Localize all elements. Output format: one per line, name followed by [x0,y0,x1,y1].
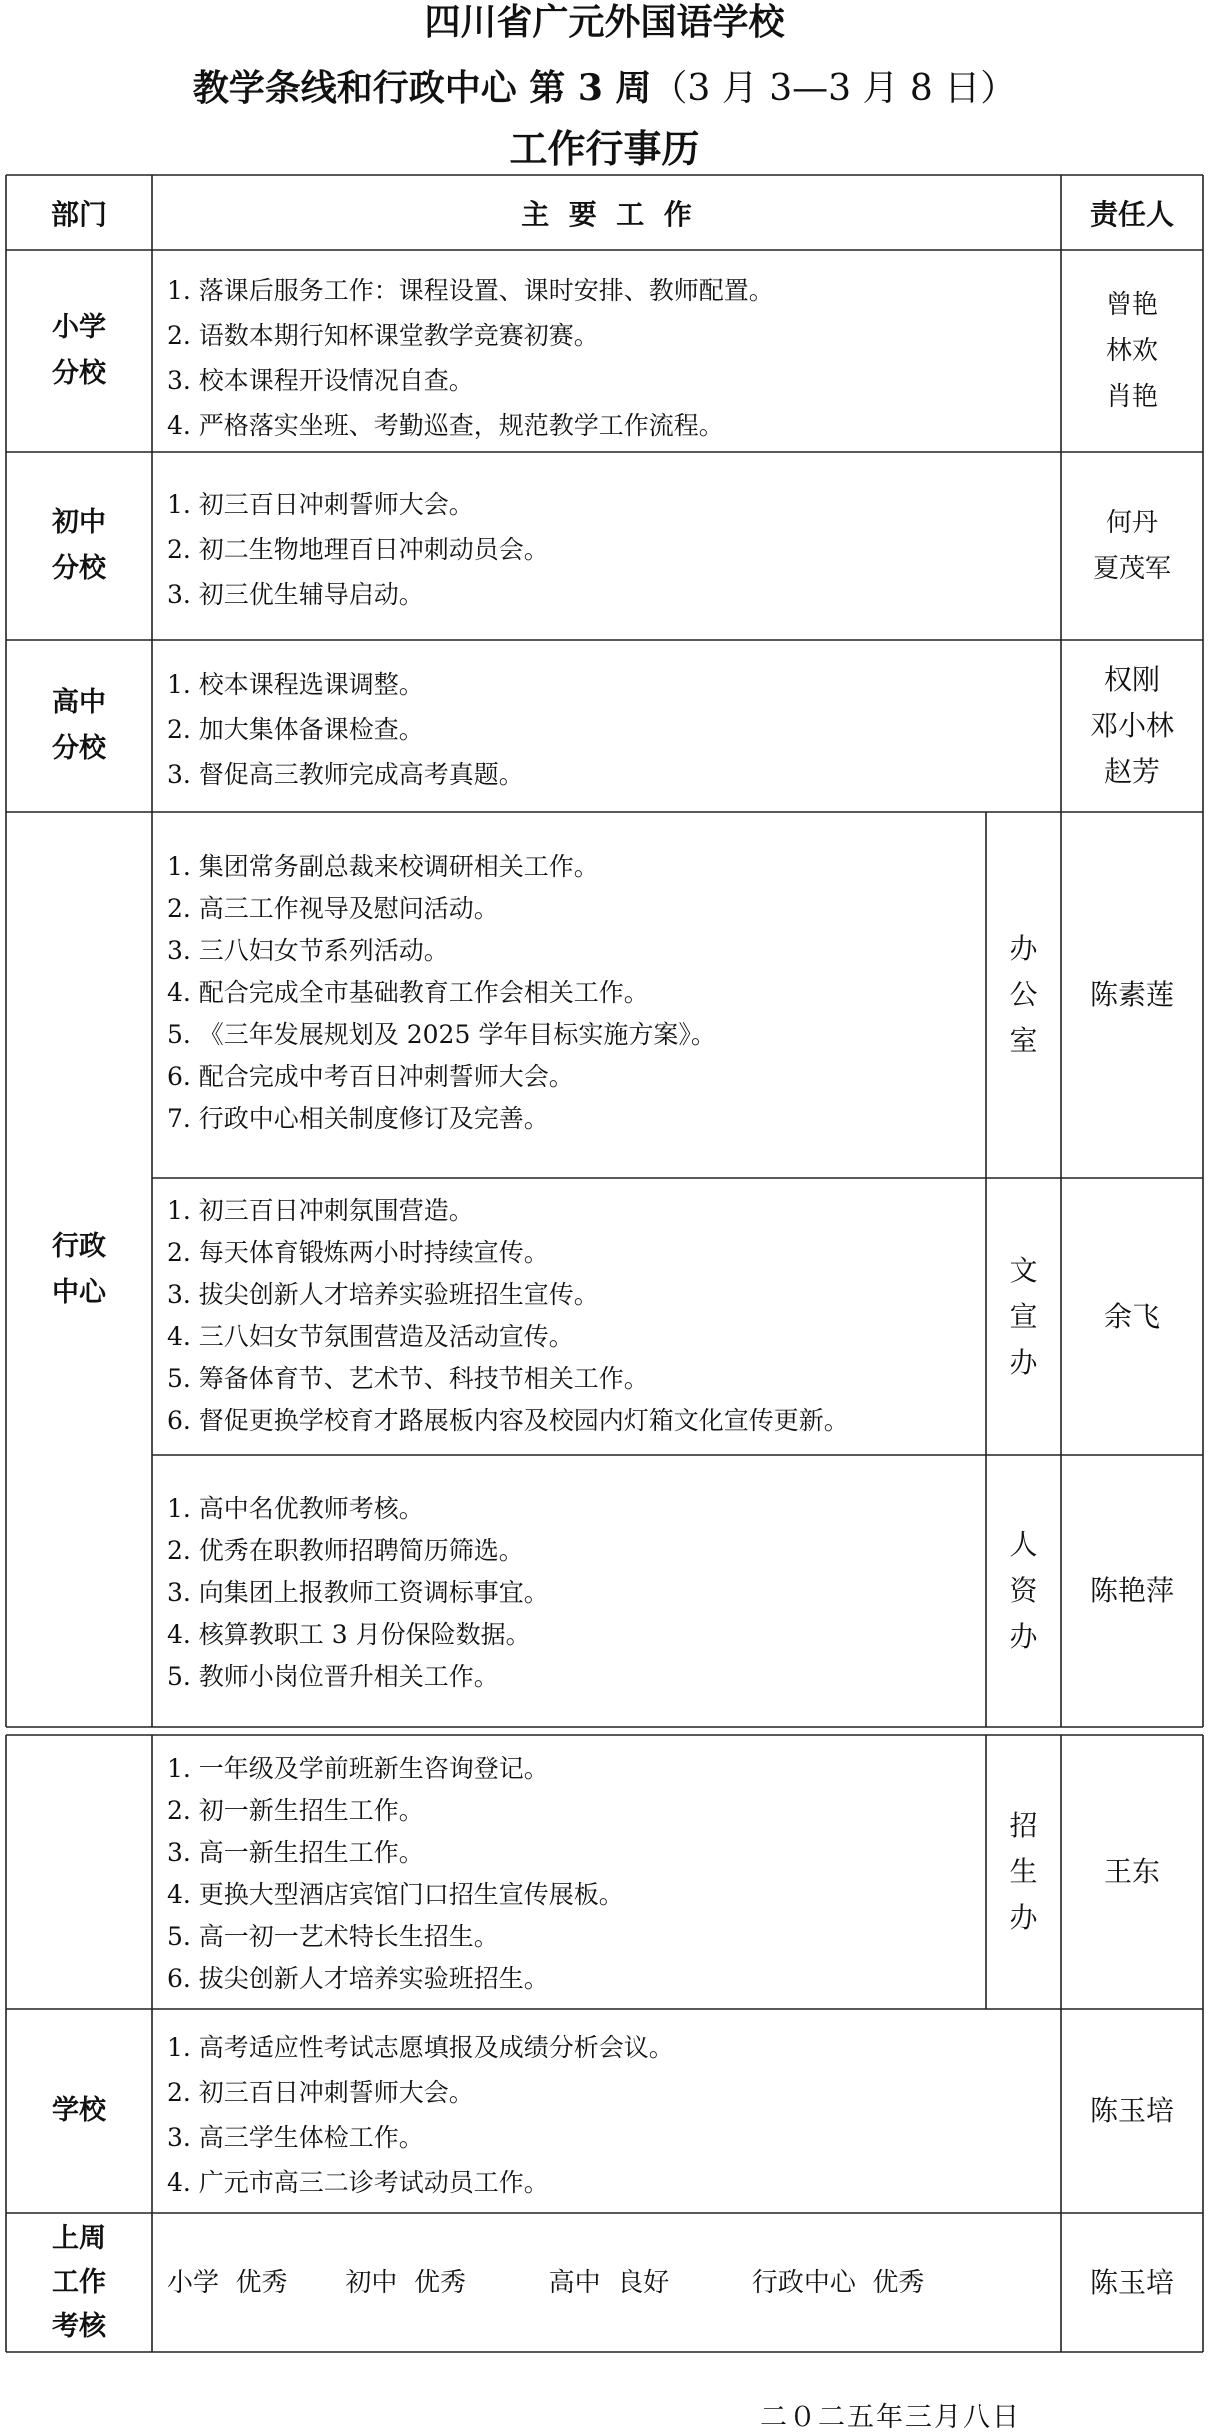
office-task-list [167,846,716,1140]
list-item: 2. 语数本期行知杯课堂教学竞赛初赛。 [167,321,599,350]
list-item: 5. 教师小岗位晋升相关工作。 [167,1662,499,1691]
publicity-label-char: 办 [1009,1345,1038,1379]
list-item: 4. 核算教职工 3 月份保险数据。 [167,1620,531,1649]
list-item: 1. 初三百日冲刺誓师大会。 [167,490,474,519]
responsible-name: 肖艳 [1105,382,1158,412]
review-value-junior: 优秀 [413,2268,466,2298]
review-value-senior: 良好 [617,2268,670,2298]
list-item: 6. 配合完成中考百日冲刺誓师大会。 [167,1062,574,1091]
list-item: 5. 筹备体育节、艺术节、科技节相关工作。 [167,1364,649,1393]
list-item: 1. 落课后服务工作：课程设置、课时安排、教师配置。 [167,276,774,305]
admission-task-list [167,1748,624,2000]
dept-junior [6,452,152,640]
responsible-name: 权刚 [1103,663,1160,696]
hr-task-list [167,1488,549,1698]
list-item: 1. 集团常务副总裁来校调研相关工作。 [167,852,599,881]
hr-label-char: 资 [1009,1574,1038,1607]
review-results [167,2263,924,2303]
review-label-admin: 行政中心 [751,2268,856,2298]
review-value-admin: 优秀 [872,2268,925,2298]
dept-junior-line2: 分校 [52,553,106,584]
responsible-name: 邓小林 [1089,709,1174,742]
school-responsible: 陈玉培 [1089,2094,1174,2127]
list-item: 3. 高三学生体检工作。 [167,2123,424,2152]
list-item: 1. 校本课程选课调整。 [167,670,424,699]
list-item: 4. 三八妇女节氛围营造及活动宣传。 [167,1322,574,1351]
list-item: 4. 更换大型酒店宾馆门口招生宣传展板。 [167,1880,624,1909]
review-value-primary: 优秀 [235,2268,288,2298]
responsible-name: 赵芳 [1103,755,1160,788]
subtitle-main: 教学条线和行政中心 第 3 周 [192,67,652,109]
dept-junior-line1: 初中 [52,507,106,538]
hr-responsible: 陈艳萍 [1089,1574,1174,1607]
primary-responsible [1061,250,1203,452]
list-item: 5. 《三年发展规划及 2025 学年目标实施方案》。 [167,1020,716,1049]
hr-label-char: 人 [1009,1528,1038,1561]
review-label-primary: 小学 [167,2268,220,2298]
responsible-name: 夏茂军 [1092,554,1171,584]
hr-label-char: 办 [1009,1620,1038,1653]
junior-task-list [167,482,549,617]
header-work: 主 要 工 作 [521,197,692,231]
review-responsible: 陈玉培 [1089,2265,1174,2299]
admission-label-char: 办 [1009,1901,1038,1934]
list-item: 1. 高考适应性考试志愿填报及成绩分析会议。 [167,2033,674,2062]
list-item: 6. 拔尖创新人才培养实验班招生。 [167,1964,549,1993]
office-label-char: 办 [1009,932,1038,965]
list-item: 3. 督促高三教师完成高考真题。 [167,760,524,789]
dept-review-line2: 工作 [52,2266,106,2298]
dept-primary [6,250,152,452]
list-item: 1. 一年级及学前班新生咨询登记。 [167,1754,549,1783]
dept-admin [6,812,152,1727]
dept-review-line3: 考核 [52,2310,106,2342]
list-item: 3. 三八妇女节系列活动。 [167,936,449,965]
list-item: 2. 初二生物地理百日冲刺动员会。 [167,535,549,564]
office-label-char: 室 [1009,1024,1038,1057]
list-item: 2. 优秀在职教师招聘简历筛选。 [167,1536,524,1565]
list-item: 4. 严格落实坐班、考勤巡查，规范教学工作流程。 [167,411,724,440]
hr-label [986,1455,1061,1727]
admission-label-char: 招 [1009,1809,1038,1842]
review-label-junior: 初中 [345,2268,398,2298]
dept-review-line1: 上周 [52,2222,106,2254]
responsible-name: 何丹 [1105,508,1158,538]
office-label [986,812,1061,1178]
review-label-senior: 高中 [548,2268,601,2298]
list-item: 3. 拔尖创新人才培养实验班招生宣传。 [167,1280,599,1309]
school-title: 四川省广元外国语学校 [424,1,785,43]
list-item: 4. 广元市高三二诊考试动员工作。 [167,2168,549,2197]
list-item: 5. 高一初一艺术特长生招生。 [167,1922,499,1951]
header-dept: 部门 [50,197,107,231]
responsible-name: 曾艳 [1105,290,1158,320]
dept-primary-line1: 小学 [52,312,106,343]
list-item: 3. 向集团上报教师工资调标事宜。 [167,1578,549,1607]
publicity-responsible: 余飞 [1103,1299,1160,1333]
dept-senior-line1: 高中 [52,687,106,718]
list-item: 2. 高三工作视导及慰问活动。 [167,894,499,923]
dept-primary-line2: 分校 [52,358,106,389]
list-item: 6. 督促更换学校育才路展板内容及校园内灯箱文化宣传更新。 [167,1406,849,1435]
list-item: 1. 初三百日冲刺氛围营造。 [167,1196,474,1225]
list-item: 3. 校本课程开设情况自查。 [167,366,474,395]
publicity-label [986,1178,1061,1455]
admission-label-char: 生 [1009,1855,1038,1888]
admission-responsible: 王东 [1103,1855,1160,1888]
responsible-name: 林欢 [1105,336,1158,366]
subtitle-date-range: （3 月 3—3 月 8 日） [651,68,1017,109]
office-responsible: 陈素莲 [1089,978,1174,1011]
dept-admin-line1: 行政 [52,1230,106,1262]
list-item: 3. 高一新生招生工作。 [167,1838,424,1867]
dept-review [6,2213,152,2352]
senior-task-list [167,662,524,797]
dept-senior-line2: 分校 [52,733,106,764]
primary-task-list [167,268,774,448]
schedule-subtitle [0,64,1209,113]
list-item: 2. 初三百日冲刺誓师大会。 [167,2078,474,2107]
list-item: 2. 每天体育锻炼两小时持续宣传。 [167,1238,549,1267]
document-title: 工作行事历 [509,126,700,171]
list-item: 2. 加大集体备课检查。 [167,715,424,744]
admission-label [986,1735,1061,2009]
senior-responsible [1061,640,1203,812]
header-resp: 责任人 [1089,197,1174,231]
junior-responsible [1061,452,1203,640]
dept-school: 学校 [52,2095,106,2126]
document-date: 二０二五年三月八日 [760,2402,1021,2433]
school-task-list [167,2025,674,2205]
office-label-char: 公 [1009,978,1038,1011]
publicity-label-char: 宣 [1009,1299,1038,1333]
dept-senior [6,640,152,812]
list-item: 3. 初三优生辅导启动。 [167,580,424,609]
dept-admin-line2: 中心 [52,1276,106,1308]
publicity-task-list [167,1190,849,1442]
list-item: 7. 行政中心相关制度修订及完善。 [167,1104,549,1133]
publicity-label-char: 文 [1009,1253,1038,1287]
list-item: 1. 高中名优教师考核。 [167,1494,424,1523]
list-item: 2. 初一新生招生工作。 [167,1796,424,1825]
list-item: 4. 配合完成全市基础教育工作会相关工作。 [167,978,649,1007]
